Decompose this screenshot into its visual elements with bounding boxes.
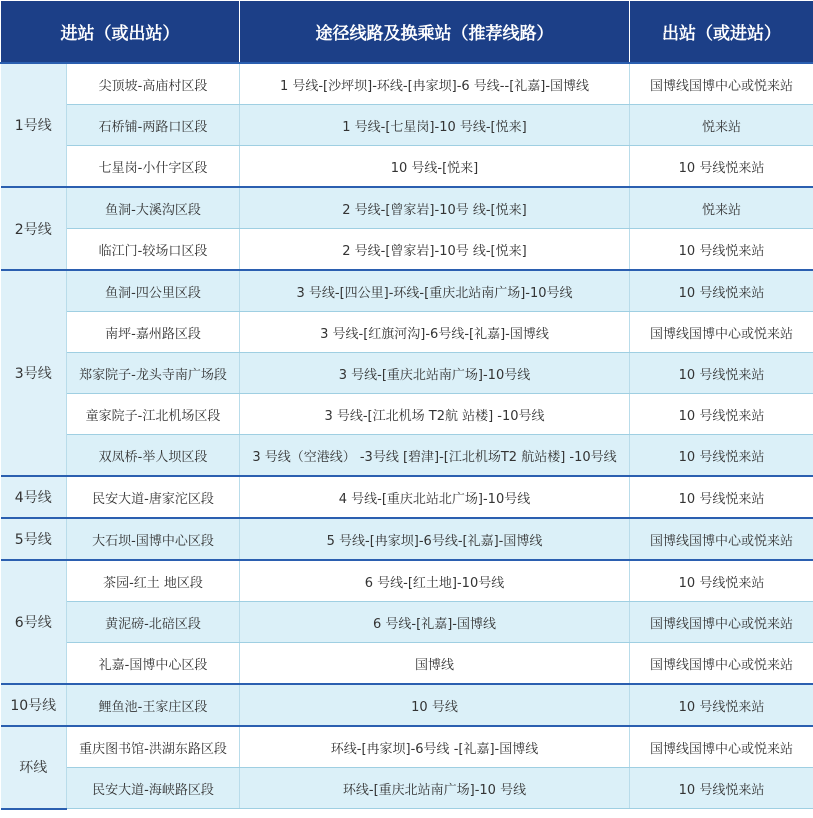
table-row (1, 312, 813, 353)
route-cell: 3 号线-[红旗河沟]-6号线-[礼嘉]-国博线 (240, 312, 630, 353)
table-row (1, 435, 813, 477)
exit-station-cell: 国博线国博中心或悦来站 (630, 726, 813, 768)
exit-station-cell: 国博线国博中心或悦来站 (630, 602, 813, 643)
route-cell: 6 号线-[礼嘉]-国博线 (240, 602, 630, 643)
table-row (1, 518, 813, 560)
table-row (1, 353, 813, 394)
section-cell: 民安大道-唐家沱区段 (67, 476, 240, 518)
exit-station-cell: 10 号线悦来站 (630, 394, 813, 435)
section-cell: 黄泥磅-北碚区段 (67, 602, 240, 643)
exit-station-cell: 10 号线悦来站 (630, 229, 813, 271)
exit-station-cell: 10 号线悦来站 (630, 146, 813, 188)
route-cell: 3 号线（空港线） -3号线 [碧津]-[江北机场T2 航站楼] -10号线 (240, 435, 630, 477)
route-cell: 3 号线-[江北机场 T2航 站楼] -10号线 (240, 394, 630, 435)
exit-station-cell: 10 号线悦来站 (630, 435, 813, 477)
section-cell: 双凤桥-举人坝区段 (67, 435, 240, 477)
route-cell: 10 号线-[悦来] (240, 146, 630, 188)
exit-station-cell: 悦来站 (630, 187, 813, 229)
section-cell: 童家院子-江北机场区段 (67, 394, 240, 435)
section-cell: 石桥铺-两路口区段 (67, 105, 240, 146)
route-cell: 3 号线-[四公里]-环线-[重庆北站南广场]-10号线 (240, 270, 630, 312)
table-row (1, 560, 813, 602)
section-cell: 民安大道-海峡路区段 (67, 768, 240, 809)
route-cell: 环线-[冉家坝]-6号线 -[礼嘉]-国博线 (240, 726, 630, 768)
exit-station-cell: 10 号线悦来站 (630, 353, 813, 394)
table-row (1, 229, 813, 271)
exit-station-cell: 悦来站 (630, 105, 813, 146)
route-cell: 1 号线-[七星岗]-10 号线-[悦来] (240, 105, 630, 146)
section-cell: 郑家院子-龙头寺南广场段 (67, 353, 240, 394)
section-cell: 鱼洞-大溪沟区段 (67, 187, 240, 229)
table-row (1, 105, 813, 146)
table-row (1, 684, 813, 726)
exit-station-cell: 10 号线悦来站 (630, 560, 813, 602)
header-route: 途径线路及换乘站（推荐线路） (240, 1, 630, 64)
table-body (1, 63, 813, 809)
table-row (1, 63, 813, 105)
exit-station-cell: 10 号线悦来站 (630, 270, 813, 312)
header-exit-station: 出站（或进站） (630, 1, 813, 64)
route-cell: 6 号线-[红土地]-10号线 (240, 560, 630, 602)
route-cell: 2 号线-[曾家岩]-10号 线-[悦来] (240, 229, 630, 271)
section-cell: 临江门-较场口区段 (67, 229, 240, 271)
exit-station-cell: 国博线国博中心或悦来站 (630, 643, 813, 685)
section-cell: 七星岗-小什字区段 (67, 146, 240, 188)
line-name-cell: 10号线 (1, 684, 67, 726)
line-name-cell: 1号线 (1, 63, 67, 187)
line-name-cell: 2号线 (1, 187, 67, 270)
line-name-cell: 环线 (1, 726, 67, 809)
table-row (1, 146, 813, 188)
route-cell: 5 号线-[冉家坝]-6号线-[礼嘉]-国博线 (240, 518, 630, 560)
table-row (1, 394, 813, 435)
line-name-cell: 5号线 (1, 518, 67, 560)
route-cell: 4 号线-[重庆北站北广场]-10号线 (240, 476, 630, 518)
exit-station-cell: 10 号线悦来站 (630, 476, 813, 518)
table-row (1, 643, 813, 685)
exit-station-cell: 国博线国博中心或悦来站 (630, 518, 813, 560)
section-cell: 茶园-红土 地区段 (67, 560, 240, 602)
route-cell: 2 号线-[曾家岩]-10号 线-[悦来] (240, 187, 630, 229)
table-row (1, 726, 813, 768)
line-name-cell: 6号线 (1, 560, 67, 684)
exit-station-cell: 国博线国博中心或悦来站 (630, 312, 813, 353)
route-cell: 1 号线-[沙坪坝]-环线-[冉家坝]-6 号线--[礼嘉]-国博线 (240, 63, 630, 105)
header-entry-station: 进站（或出站） (1, 1, 240, 64)
table-header-row (1, 1, 813, 64)
exit-station-cell: 10 号线悦来站 (630, 768, 813, 809)
section-cell: 南坪-嘉州路区段 (67, 312, 240, 353)
section-cell: 鱼洞-四公里区段 (67, 270, 240, 312)
table-row (1, 270, 813, 312)
line-name-cell: 4号线 (1, 476, 67, 518)
section-cell: 大石坝-国博中心区段 (67, 518, 240, 560)
section-cell: 鲤鱼池-王家庄区段 (67, 684, 240, 726)
section-cell: 礼嘉-国博中心区段 (67, 643, 240, 685)
section-cell: 重庆图书馆-洪湖东路区段 (67, 726, 240, 768)
line-name-cell: 3号线 (1, 270, 67, 476)
exit-station-cell: 10 号线悦来站 (630, 684, 813, 726)
route-cell: 3 号线-[重庆北站南广场]-10号线 (240, 353, 630, 394)
table-row (1, 768, 813, 809)
exit-station-cell: 国博线国博中心或悦来站 (630, 63, 813, 105)
table-row (1, 476, 813, 518)
table-row (1, 187, 813, 229)
route-cell: 环线-[重庆北站南广场]-10 号线 (240, 768, 630, 809)
section-cell: 尖顶坡-高庙村区段 (67, 63, 240, 105)
route-cell: 国博线 (240, 643, 630, 685)
table-row (1, 602, 813, 643)
route-cell: 10 号线 (240, 684, 630, 726)
